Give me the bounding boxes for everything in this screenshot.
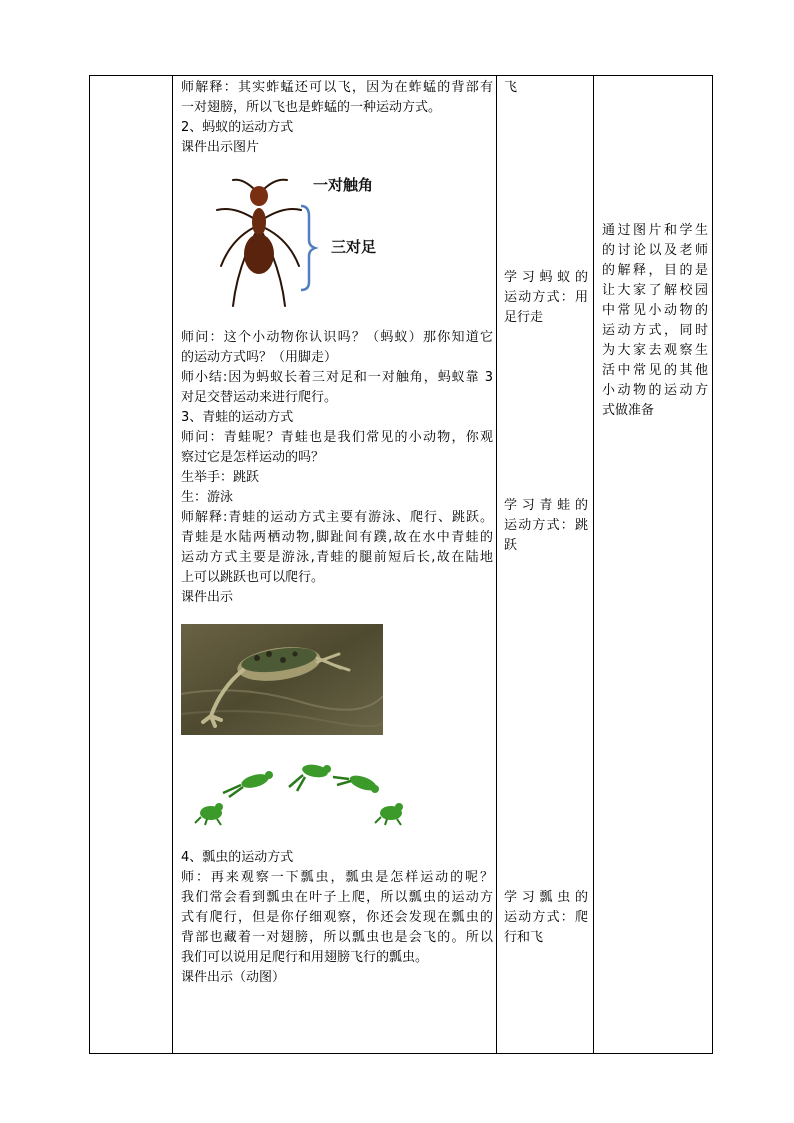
content-line-15: 青蛙是水陆两栖动物,脚趾间有蹼,故在水中青蛙的	[181, 530, 493, 545]
content-line-22: 式有爬行，但是你仔细观察，你还会发现在瓢虫的	[181, 910, 493, 925]
ladybug-section-heading: 4、瓢虫的运动方式	[181, 850, 294, 865]
frog-icon	[333, 773, 379, 794]
content-line-16: 运动方式主要是游泳,青蛙的腿前短后长,故在陆地	[181, 550, 493, 565]
content-line-1: 师解释：其实蚱蜢还可以飞，因为在蚱蜢的背部有	[181, 80, 493, 95]
ant-thorax	[252, 208, 266, 236]
ant-abdomen	[244, 234, 274, 274]
frog-icon	[289, 763, 331, 791]
student-frog-text: 学习青蛙的 运动方式：跳 跃	[504, 498, 588, 553]
content-line-24: 我们可以说用足爬行和用翅膀飞行的瓢虫。	[181, 950, 429, 965]
content-line-18: 课件出示	[181, 590, 234, 605]
ant-diagram-image	[203, 170, 433, 320]
student-activity-column	[497, 76, 594, 1054]
content-line-11: 察过它是怎样运动的吗？	[181, 450, 325, 465]
content-line-4: 课件出示图片	[181, 140, 260, 155]
content-line-13: 生：游泳	[181, 490, 234, 505]
content-line-23: 背部也藏着一对翅膀，所以瓢虫也是会飞的。所以	[181, 930, 493, 945]
jumping-frogs-image	[193, 761, 423, 829]
content-line-25: 课件出示（动图）	[181, 970, 286, 985]
lesson-table	[89, 75, 713, 1054]
frog-icon	[195, 803, 223, 825]
ant-section-heading: 2、蚂蚁的运动方式	[181, 120, 294, 135]
student-ladybug-text: 学习瓢虫的 运动方式：爬 行和飞	[504, 890, 588, 945]
teaching-content-column	[173, 76, 497, 1054]
student-ant-text: 学习蚂蚁的 运动方式：用 足行走	[504, 270, 588, 325]
swimming-frog-photo	[181, 624, 383, 735]
frog-icon	[223, 771, 273, 797]
frog-icon	[375, 803, 403, 825]
design-purpose-column	[594, 76, 713, 1054]
content-line-6: 的运动方式吗？（用脚走）	[181, 350, 338, 365]
frog-section-heading: 3、青蛙的运动方式	[181, 410, 294, 425]
content-line-8: 对足交替运动来进行爬行。	[181, 390, 338, 405]
content-line-20: 师：再来观察一下瓢虫，瓢虫是怎样运动的呢？	[181, 870, 493, 885]
content-line-10: 师问：青蛙呢？青蛙也是我们常见的小动物，你观	[181, 430, 493, 445]
content-line-7: 师小结:因为蚂蚁长着三对足和一对触角，蚂蚁靠 3	[181, 370, 493, 385]
legs-label: 三对足	[331, 238, 377, 256]
content-line-17: 上可以跳跃也可以爬行。	[181, 570, 325, 585]
antenna-label: 一对触角	[313, 176, 374, 194]
design-purpose-text: 通过图片和学生 的讨论以及老师 的解释，目的是 让大家了解校园 中常见小动物的 运动方式，同时 为大家去观察生 活中常见的其他 小动物的运动方 式做准备	[602, 223, 708, 418]
student-fly-text: 飞	[504, 80, 518, 95]
content-line-2: 一对翅膀，所以飞也是蚱蜢的一种运动方式。	[181, 100, 442, 115]
content-line-5: 师问：这个小动物你认识吗？（蚂蚁）那你知道它	[181, 330, 493, 345]
content-line-21: 我们常会看到瓢虫在叶子上爬，所以瓢虫的运动方	[181, 890, 493, 905]
stage-column	[90, 76, 173, 1054]
legs-bracket	[301, 206, 315, 290]
ant-head	[250, 186, 268, 206]
content-line-12: 生举手：跳跃	[181, 470, 260, 485]
content-line-14: 师解释:青蛙的运动方式主要有游泳、爬行、跳跃。	[181, 510, 493, 525]
